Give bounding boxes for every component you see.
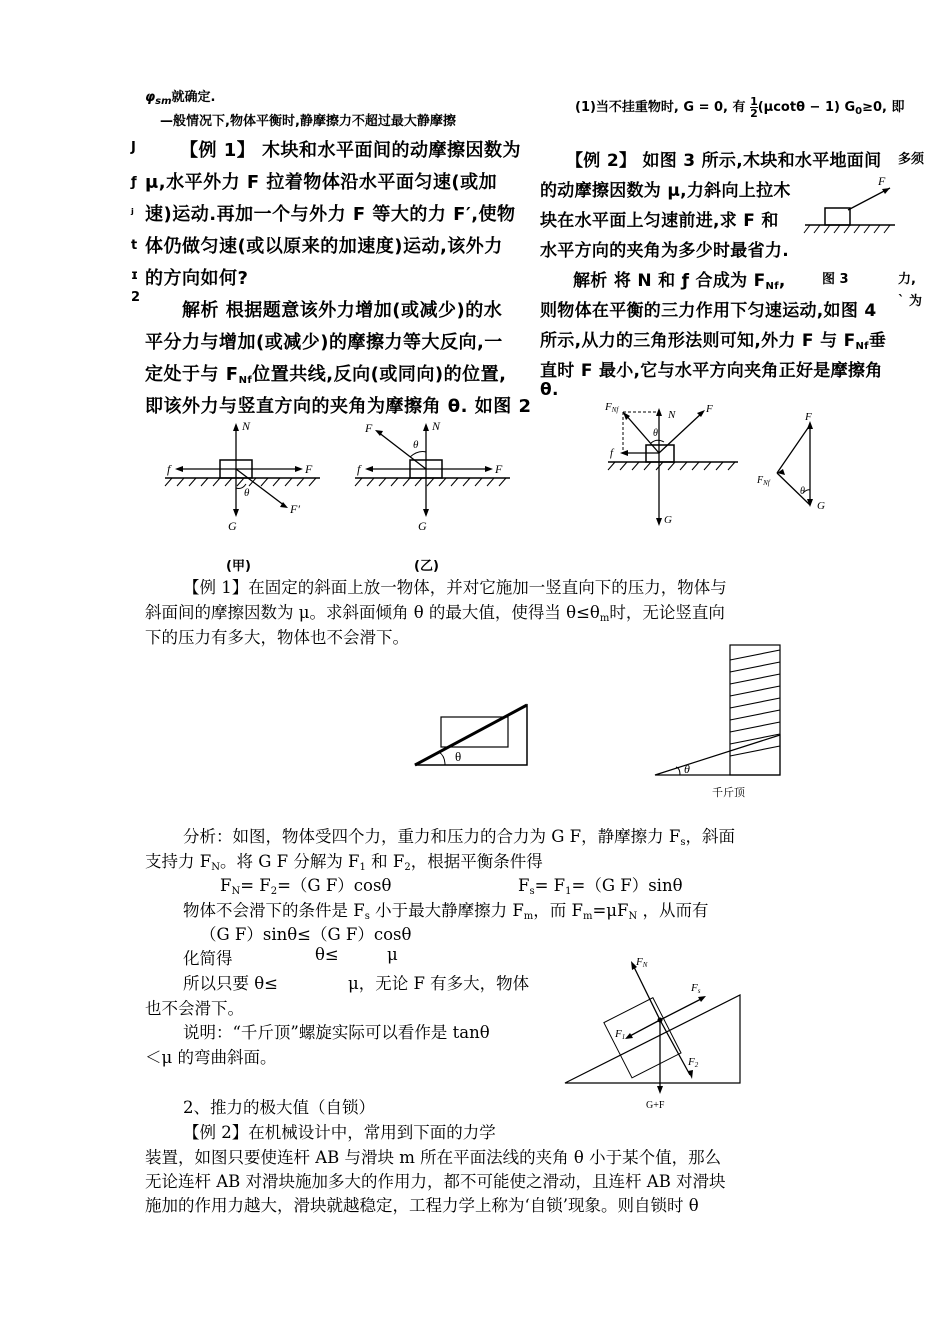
margin-fragment: t	[131, 238, 138, 253]
scan-left-line0: $\varphi_{sm}$就确定.	[145, 90, 216, 107]
svg-text:F: F	[365, 421, 373, 435]
margin-fragment: ƒ	[131, 175, 137, 190]
margin-fragment: J	[131, 140, 136, 155]
scan-right-para-8: 直时 F 最小,它与水平方向夹角正好是摩擦角	[540, 361, 883, 381]
svg-text:θ: θ	[455, 749, 462, 764]
svg-text:G+F: G+F	[646, 1100, 665, 1111]
scan-right-para-5: 解析 将 N 和 ƒ 合成为 $F_{Nf}$,	[573, 271, 786, 292]
scan-right-para-1: 【例 2】 如图 3 所示,木块和水平地面间	[566, 151, 882, 171]
svg-text:F: F	[305, 462, 313, 476]
analysis-line-6b: μ，无论 F 有多大，物体	[348, 974, 530, 993]
svg-text:θ: θ	[684, 762, 690, 776]
svg-text:θ: θ	[800, 486, 805, 497]
svg-text:F2: F2	[688, 1056, 699, 1069]
simplify-mu: μ	[387, 945, 398, 964]
ex2-line-1: 【例 2】在机械设计中，常用到下面的力学	[183, 1123, 496, 1142]
fig-jia-diagram	[160, 420, 325, 535]
scan-left-para-5: 的方向如何?	[145, 268, 249, 289]
scan-left-para-2: μ,水平外力 F 拉着物体沿水平面匀速(或加	[145, 172, 498, 193]
svg-text:F: F	[706, 403, 713, 415]
ex2-line-3: 无论连杆 AB 对滑块施加多大的作用力，都不可能使之滑动，且连杆 AB 对滑块	[145, 1172, 726, 1191]
fig-yi-caption: (乙)	[414, 559, 439, 574]
svg-text:G: G	[228, 519, 237, 533]
scan-left-para-8: 定处于与 $F_{Nf}$位置共线,反向(或同向)的位置,	[145, 364, 507, 386]
margin-fragment: 力,	[898, 272, 916, 287]
fig3-caption: 图 3	[822, 272, 849, 287]
svg-text:θ: θ	[413, 439, 419, 451]
analysis-line-1: 分析：如图，物体受四个力，重力和压力的合力为 G F，静摩擦力 $F_s$，斜面	[183, 827, 735, 848]
ex1-line-3: 下的压力有多大，物体也不会滑下。	[145, 628, 409, 647]
scan-left-line1: —般情况下,物体平衡时,静摩擦力不超过最大静摩擦	[160, 114, 456, 129]
analysis-line-3: 物体不会滑下的条件是 $F_s$ 小于最大静摩擦力 $F_m$，而 $F_m=\mu F_N$ ，从而有	[183, 901, 709, 922]
svg-text:F: F	[805, 411, 812, 423]
analysis-line-2: 支持力 $F_N$。将 G F 分解为 $F_1$ 和 $F_2$，根据平衡条件得	[145, 852, 543, 873]
scan-left-para-4: 体仍做匀速(或以原来的加速度)运动,该外力	[145, 236, 503, 257]
ex2-line-4: 施加的作用力越大，滑块就越稳定，工程力学上称为‘自锁’现象。则自锁时 θ	[145, 1196, 699, 1215]
scan-right-para-9: θ.	[540, 380, 559, 400]
svg-text:FNf: $F_{Nf}$	[757, 475, 770, 487]
scan-right-para-3: 块在水平面上匀速前进,求 F 和	[540, 211, 779, 231]
note-line-2: ＜μ 的弯曲斜面。	[145, 1048, 277, 1067]
scan-left-para-6: 解析 根据题意该外力增加(或减少)的水	[182, 300, 503, 321]
force-decomposition-diagram	[560, 945, 745, 1115]
svg-text:FNf: FNf	[605, 401, 619, 414]
fig4-triangle-diagram	[755, 405, 835, 520]
inequality: （G F）sinθ≤（G F）cosθ	[200, 925, 412, 944]
scan-left-para-9: 即该外力与竖直方向的夹角为摩擦角 θ. 如图 2	[145, 396, 532, 417]
scan-left-para-3: 速)运动.再加一个与外力 F 等大的力 F′,使物	[145, 204, 516, 225]
svg-text:N: N	[242, 420, 251, 433]
svg-text:F: F	[495, 462, 503, 476]
simplify-theta: θ≤	[315, 945, 339, 964]
svg-text:f: f	[167, 462, 171, 476]
scan-right-para-6: 则物体在平衡的三力作用下匀速运动,如图 4	[540, 301, 877, 321]
svg-text:Fs: Fs	[691, 982, 701, 995]
ex2-line-2: 装置，如图只要使连杆 AB 与滑块 m 所在平面法线的夹角 θ 小于某个值，那么	[145, 1148, 722, 1167]
ex1-line-1: 【例 1】在固定的斜面上放一物体，并对它施加一竖直向下的压力，物体与	[183, 578, 727, 597]
margin-fragment: ` 为	[898, 294, 923, 309]
svg-text:G: G	[817, 500, 825, 512]
scan-right-para-2: 的动摩擦因数为 μ,力斜向上拉木	[540, 181, 791, 201]
margin-fragment: ʲ	[131, 207, 134, 222]
fig3-F-label: F	[878, 174, 886, 188]
margin-fragment: ɪ	[131, 268, 139, 283]
fig3-diagram	[800, 170, 905, 240]
jack-diagram	[650, 640, 785, 780]
svg-text:FN: FN	[636, 956, 648, 969]
scan-right-top-line: (1)当不挂重物时, G = 0, 有 $\frac{1}{2}$ (μcotθ − 1) $G_0\ge 0$, 即	[575, 95, 905, 120]
equation-2: $F_s= F_1=(G$ F）sinθ	[518, 876, 683, 897]
incline-diagram	[405, 700, 530, 770]
ex1-line-2: 斜面间的摩擦因数为 μ。求斜面倾角 θ 的最大值，使得当 $\theta\le\theta_m$时，无论竖直向	[145, 603, 725, 624]
fig-yi-diagram	[350, 420, 515, 535]
analysis-line-7: 也不会滑下。	[145, 999, 244, 1018]
svg-text:f: f	[610, 447, 614, 459]
margin-fragment: 多须	[898, 152, 925, 167]
jack-label: 千斤顶	[712, 787, 745, 799]
scan-right-para-7: 所示,从力的三角形法则可知,外力 F 与 $F_{Nf}$垂	[540, 331, 887, 352]
svg-text:G: G	[664, 514, 672, 526]
analysis-line-6a: 所以只要 θ≤	[183, 974, 279, 993]
scan-right-para-4: 水平方向的夹角为多少时最省力.	[540, 241, 789, 261]
svg-text:θ: θ	[244, 487, 250, 499]
margin-fragment: 2	[131, 290, 141, 305]
scan-left-para-1: 【例 1】 木块和水平面间的动摩擦因数为	[180, 140, 522, 161]
simplify-label: 化简得	[183, 949, 233, 968]
svg-text:F′: F′	[290, 502, 300, 516]
note-line-1: 说明：“千斤顶”螺旋实际可以看作是 tanθ	[183, 1023, 490, 1042]
svg-text:G: G	[418, 519, 427, 533]
svg-text:θ: θ	[653, 428, 658, 439]
section-2-title: 2、推力的极大值（自锁）	[183, 1098, 375, 1117]
svg-text:f: f	[357, 462, 361, 476]
equation-1: $F_N= F_2=(G$ F）cosθ	[220, 876, 392, 897]
fig-jia-caption: (甲)	[226, 559, 251, 574]
svg-text:N: N	[668, 409, 676, 421]
svg-text:F1: F1	[615, 1028, 626, 1041]
fig4-forces-diagram	[598, 398, 743, 533]
scan-left-para-7: 平分力与增加(或减少)的摩擦力等大反向,一	[145, 332, 503, 353]
svg-text:N: N	[432, 420, 441, 433]
